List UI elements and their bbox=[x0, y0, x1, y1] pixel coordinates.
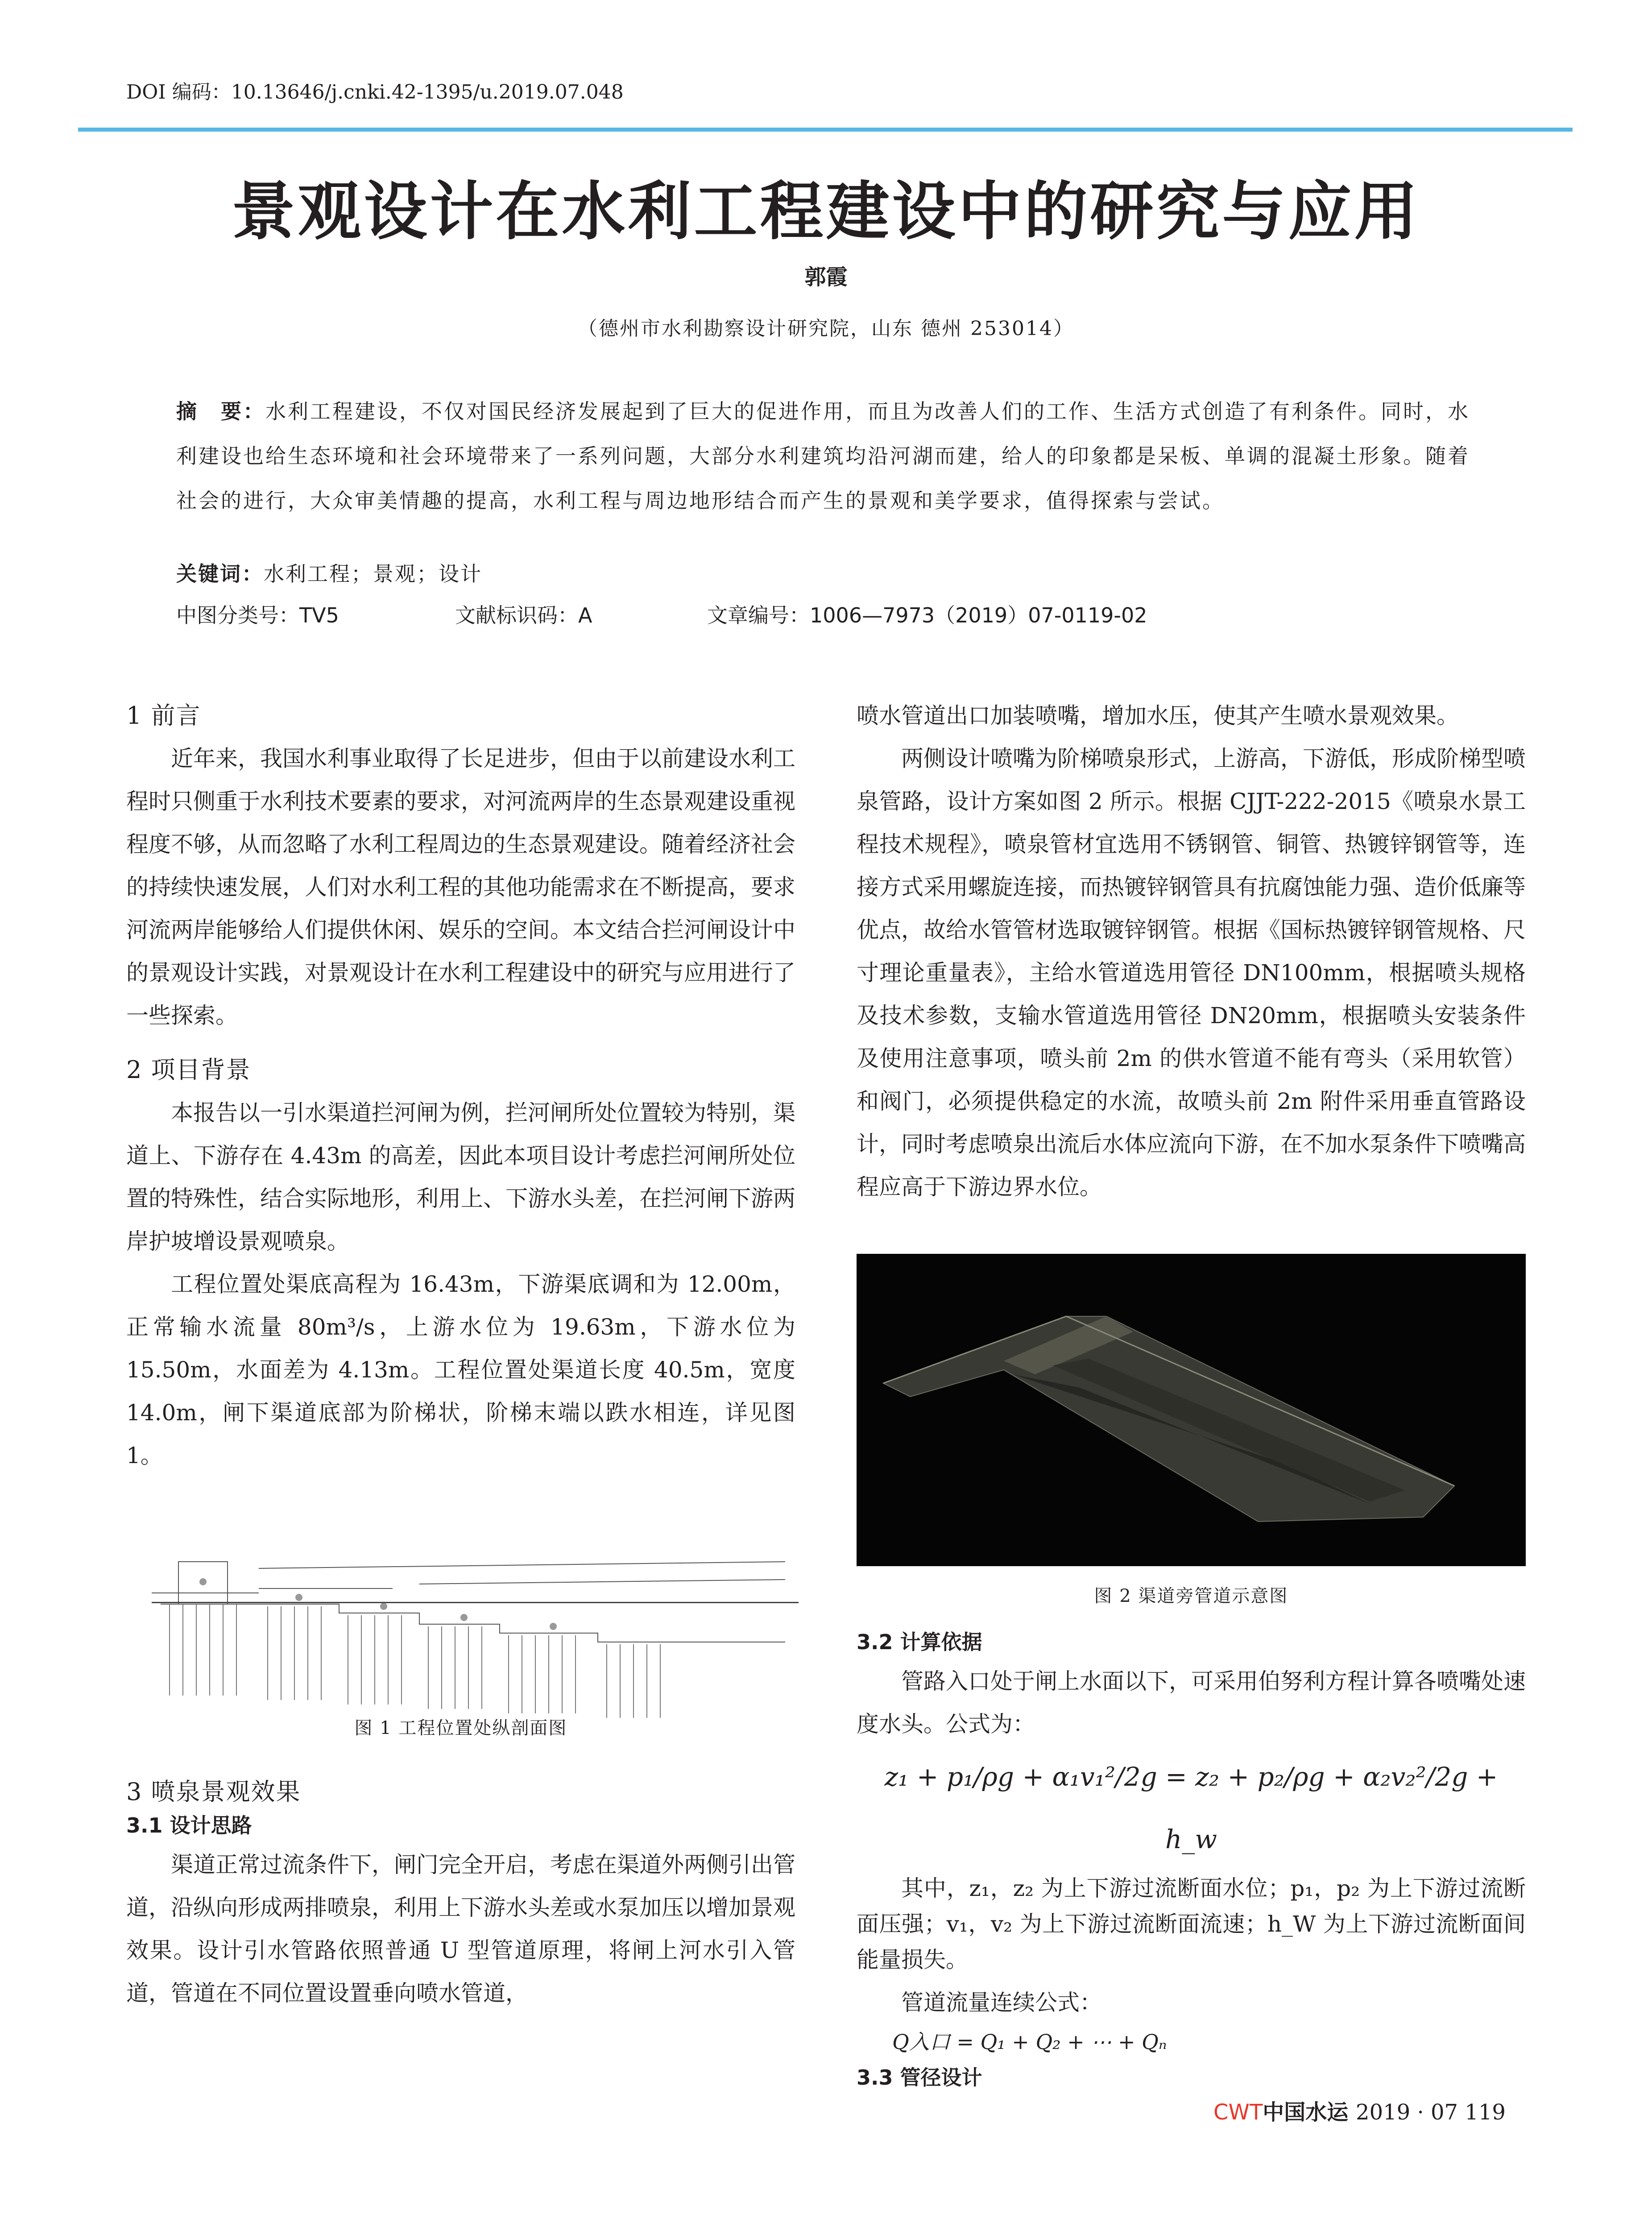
section-2-paragraph-1: 本报告以一引水渠道拦河闸为例，拦河闸所处位置较为特别，渠道上、下游存在 4.43m 的高差，因此本项目设计考虑拦河闸所处位置的特殊性，结合实际地形，利用上、下游水头差，在拦河闸下游两岸护坡增设景观喷泉。 bbox=[126, 1100, 795, 1254]
journal-logo-cwt: CWT bbox=[1213, 2100, 1263, 2125]
affiliation: （德州市水利勘察设计研究院，山东 德州 253014） bbox=[578, 317, 1074, 340]
keywords-text: 水利工程；景观；设计 bbox=[264, 562, 482, 586]
clc-number: 中图分类号：TV5 bbox=[176, 603, 339, 627]
page-footer bbox=[1213, 2095, 1506, 2126]
figure-1-caption: 图 1 工程位置处纵剖面图 bbox=[354, 1718, 567, 1738]
abstract-label: 摘 要： bbox=[176, 399, 265, 423]
document-code: 文献标识码：A bbox=[455, 603, 592, 627]
abstract bbox=[176, 389, 1479, 523]
bernoulli-formula: z₁ + p₁/ρg + α₁v₁²/2g = z₂ + p₂/ρg + α₂v₂²/2g + h_w bbox=[884, 1762, 1498, 1854]
right-column bbox=[857, 694, 1526, 1208]
section-3-2-paragraph-1: 管路入口处于闸上水面以下，可采用伯努利方程计算各喷嘴处速度水头。公式为： bbox=[857, 1668, 1526, 1737]
right-paragraph-continued: 喷水管道出口加装喷嘴，增加水压，使其产生喷水景观效果。 bbox=[857, 703, 1459, 729]
paper-title: 景观设计在水利工程建设中的研究与应用 bbox=[232, 174, 1420, 249]
author: 郭霞 bbox=[804, 265, 848, 290]
figure-2-caption: 图 2 渠道旁管道示意图 bbox=[1094, 1586, 1288, 1606]
flow-continuity-formula: Q入口 = Q₁ + Q₂ + ⋯ + Qₙ bbox=[892, 2030, 1167, 2054]
section-3-2-paragraph-2: 其中，z₁，z₂ 为上下游过流断面水位；p₁，p₂ 为上下游过流断面压强；v₁，v₂ 为上下游过流断面流速；h_W 为上下游过流断面间能量损失。 bbox=[857, 1875, 1526, 1973]
article-number: 文章编号：1006—7973（2019）07-0119-02 bbox=[707, 603, 1147, 627]
keywords bbox=[176, 558, 482, 587]
journal-name: 中国水运 bbox=[1263, 2100, 1349, 2125]
section-3-heading: 3 喷泉景观效果 bbox=[126, 1778, 301, 1806]
section-3-2-paragraph-3: 管道流量连续公式： bbox=[901, 1990, 1102, 2015]
section-1-paragraph: 近年来，我国水利事业取得了长足进步，但由于以前建设水利工程时只侧重于水利技术要素的要求，对河流两岸的生态景观建设重视程度不够，从而忽略了水利工程周边的生态景观建设。随着经济社会的持续快速发展，人们对水利工程的其他功能需求在不断提高，要求河流两岸能够给人们提供休闲、娱乐的空间。本文结合拦河闸设计中的景观设计实践，对景观设计在水利工程建设中的研究与应用进行了一些探索。 bbox=[126, 746, 795, 1028]
left-column bbox=[126, 694, 795, 2015]
section-3-1-paragraph-2: 两侧设计喷嘴为阶梯喷泉形式，上游高，下游低，形成阶梯型喷泉管路，设计方案如图 2 所示。根据 CJJT-222-2015《喷泉水景工程技术规程》，喷泉管材宜选用不锈钢管、铜管、热镀锌钢管等，连接方式采用螺旋连接，而热镀锌钢管具有抗腐蚀能力强、造价低廉等优点，故给水管管材选取镀锌钢管。根据《国标热镀锌钢管规格、尺寸理论重量表》，主给水管道选用管径 DN100mm，根据喷头规格及技术参数，支输水管道选用管径 DN20mm，根据喷头安装条件及使用注意事项，喷头前 2m 的供水管道不能有弯头（采用软管）和阀门，必须提供稳定的水流，故喷头前 2m 附件采用垂直管路设计，同时考虑喷泉出流后水体应流向下游，在不加水泵条件下喷嘴高程应高于下游边界水位。 bbox=[857, 746, 1526, 1200]
header-rule bbox=[78, 128, 1573, 132]
abstract-text: 水利工程建设，不仅对国民经济发展起到了巨大的促进作用，而且为改善人们的工作、生活方式创造了有利条件。同时，水利建设也给生态环境和社会环境带来了一系列问题，大部分水利建筑均沿河湖而建，给人的印象都是呆板、单调的混凝土形象。随着社会的进行，大众审美情趣的提高，水利工程与周边地形结合而产生的景观和美学要求，值得探索与尝试。 bbox=[176, 399, 1470, 513]
section-1-heading: 1 前言 bbox=[126, 701, 201, 730]
figure-2-render bbox=[857, 1254, 1526, 1566]
section-2-heading: 2 项目背景 bbox=[126, 1056, 251, 1084]
doi-line: DOI 编码：10.13646/j.cnki.42-1395/u.2019.07.048 bbox=[126, 81, 624, 104]
section-3-2-heading: 3.2 计算依据 bbox=[857, 1630, 982, 1654]
issue-page: 2019 · 07 119 bbox=[1356, 2100, 1506, 2125]
section-3-3-heading: 3.3 管径设计 bbox=[857, 2065, 982, 2090]
section-3-1-heading: 3.1 设计思路 bbox=[126, 1813, 252, 1837]
section-2-paragraph-2: 工程位置处渠底高程为 16.43m，下游渠底调和为 12.00m，正常输水流量 80m³/s，上游水位为 19.63m，下游水位为 15.50m，水面差为 4.13m。工程位置处渠道长度 40.5m，宽度 14.0m，闸下渠道底部为阶梯状，阶梯末端以跌水相连，详见图 1。 bbox=[126, 1271, 795, 1468]
section-3-1-paragraph: 渠道正常过流条件下，闸门完全开启，考虑在渠道外两侧引出管道，沿纵向形成两排喷泉，利用上下游水头差或水泵加压以增加景观效果。设计引水管路依照普通 U 型管道原理，将闸上河水引入管道，管道在不同位置设置垂向喷水管道， bbox=[126, 1852, 795, 2006]
figure-1-section-drawing bbox=[152, 1535, 799, 1731]
section-3-2 bbox=[857, 1624, 1526, 2095]
keywords-label: 关键词： bbox=[176, 562, 264, 586]
